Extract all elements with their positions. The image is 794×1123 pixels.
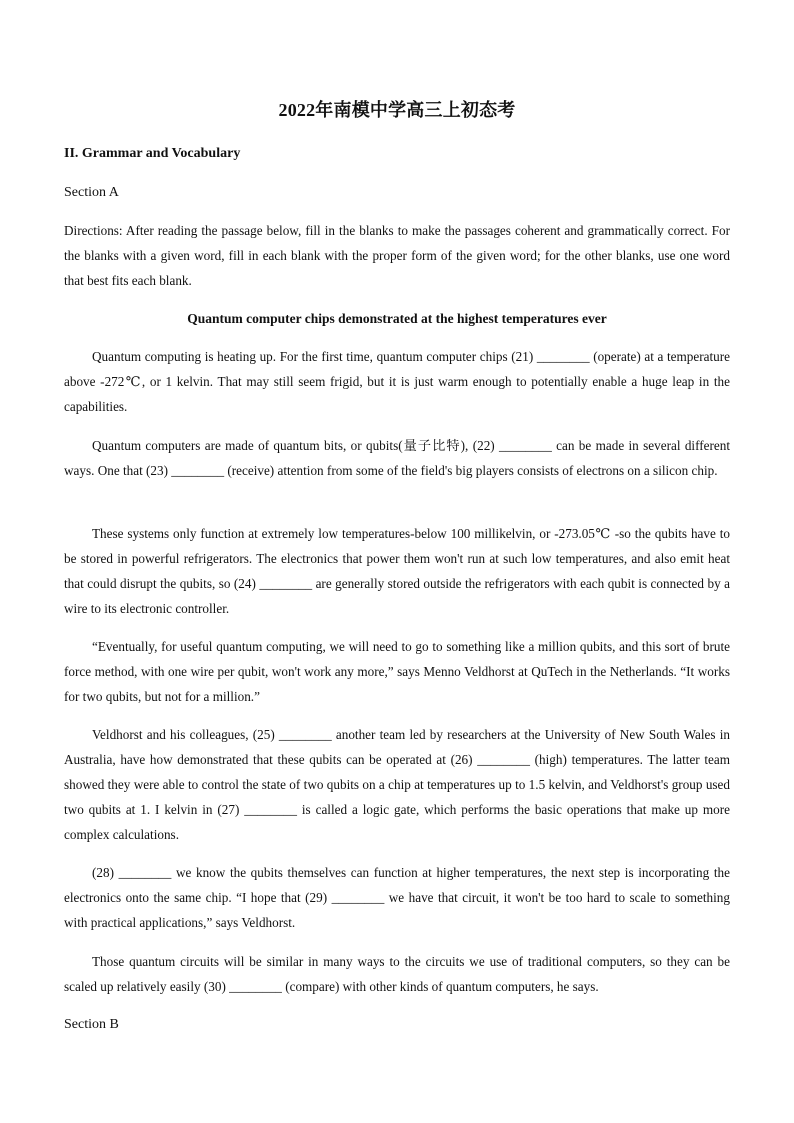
passage-title: Quantum computer chips demonstrated at the highest temperatures ever: [187, 311, 607, 326]
paragraph-5: Veldhorst and his colleagues, (25) ________ another team led by researchers at the University of New South Wales in Australia, have how demonstrated that these qubits can be operated at (26) ________ (high) temperatures. The latter team showed they were able to control the state of two qubits on a chip at temperatures up to 1.5 kelvin, and Veldhorst's group used two qubits at 1. I kelvin in (27) ________ is called a logic gate, which performs the basic operations that make up more complex calculations.: [64, 727, 730, 842]
paragraph-7: Those quantum circuits will be similar in many ways to the circuits we use of traditional computers, so they can be scaled up relatively easily (30) ________ (compare) with other kinds of quantum computers, he says.: [64, 954, 730, 994]
exam-title: 2022年南模中学高三上初态考: [278, 100, 516, 120]
paragraph-3: These systems only function at extremely low temperatures-below 100 millikelvin, or -273.05℃ -so the qubits have to be stored in powerful refrigerators. The electronics that power them won't run at such low temperatures, and also emit heat that could disrupt the qubits, so (24) ________ are generally stored outside the refrigerators with each qubit is connected by a wire to its electronic controller.: [64, 526, 730, 616]
section-b-label: Section B: [64, 1017, 119, 1032]
section-a-label: Section A: [64, 185, 119, 200]
paragraph-6: (28) ________ we know the qubits themselves can function at higher temperatures, the next step is incorporating the electronics onto the same chip. “I hope that (29) ________ we have that circuit, it won't be too hard to scale to something with practical applications,” says Veldhorst.: [64, 865, 730, 930]
directions-text: Directions: After reading the passage below, fill in the blanks to make the passages coherent and grammatically correct. For the blanks with a given word, fill in each blank with the proper form of the given word; for the other blanks, use one word that best fits each blank.: [64, 223, 730, 288]
part-heading: II. Grammar and Vocabulary: [64, 146, 241, 161]
paragraph-2: Quantum computers are made of quantum bits, or qubits(量子比特), (22) ________ can be made in several different ways. One that (23) ________ (receive) attention from some of the field's big players consists of electrons on a silicon chip.: [64, 438, 730, 478]
paragraph-1: Quantum computing is heating up. For the first time, quantum computer chips (21) ________ (operate) at a temperature above -272℃, or 1 kelvin. That may still seem frigid, but it is just warm enough to potentially enable a huge leap in the capabilities.: [64, 349, 730, 414]
paragraph-4: “Eventually, for useful quantum computing, we will need to go to something like a million qubits, and this sort of brute force method, with one wire per qubit, won't work any more,” says Menno Veldhorst at QuTech in the Netherlands. “It works for two qubits, but not for a million.”: [64, 639, 730, 704]
